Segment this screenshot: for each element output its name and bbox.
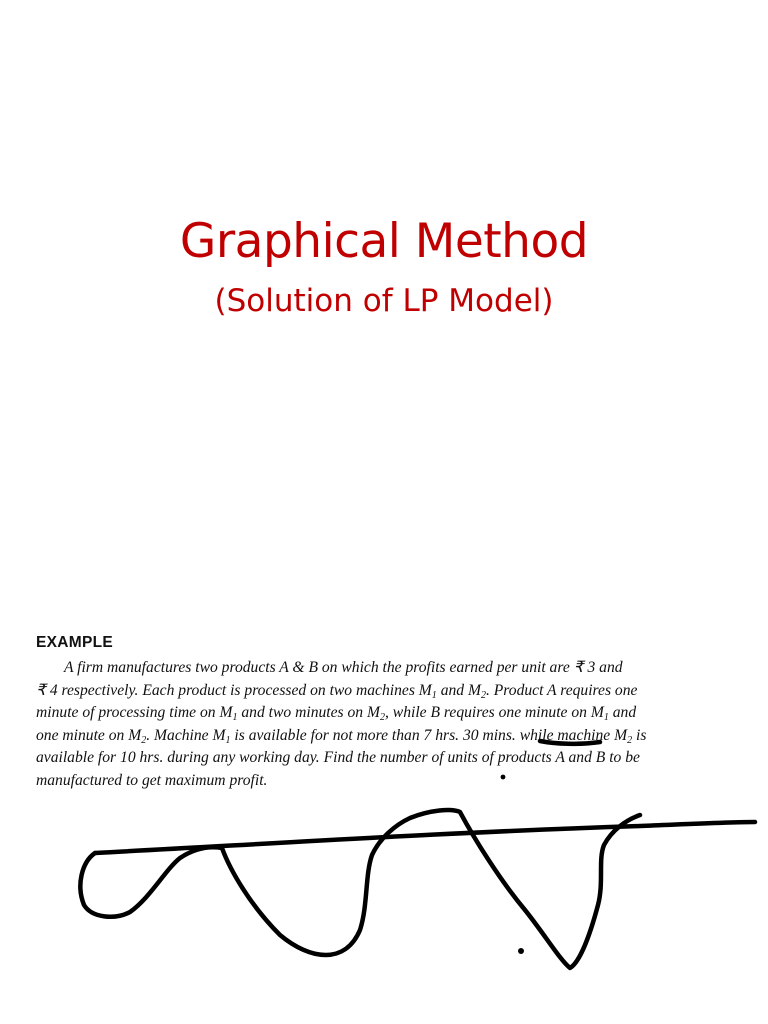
example-line-2: ₹ 4 respectively. Each product is processed on two machines $M_1$ and $M_2$. Product A requires one: [36, 681, 638, 701]
slide-title: Graphical Method: [179, 214, 589, 269]
ink-dot: [518, 948, 524, 954]
example-excerpt: [36, 633, 740, 792]
example-line-5: available for 10 hrs. during any working day. Find the number of units of products A and B to be: [36, 749, 640, 766]
example-line-3: minute of processing time on $M_1$ and two minutes on $M_2$, while B requires one minute on $M_1$ and: [36, 704, 637, 723]
slide-subtitle: (Solution of LP Model): [214, 283, 554, 319]
example-problem-text: [36, 657, 740, 792]
example-line-1: A firm manufactures two products A & B on which the profits earned per unit are ₹ 3 and: [64, 659, 623, 676]
example-heading: EXAMPLE: [36, 634, 114, 651]
example-line-6: manufactured to get maximum profit.: [36, 771, 268, 789]
ink-baseline-stroke: [95, 822, 755, 853]
example-line-4: one minute on $M_2$. Machine $M_1$ is available for not more than 7 hrs. 30 mins. while machine $M_2$ is: [36, 726, 647, 746]
ink-wave-stroke: [80, 810, 640, 968]
